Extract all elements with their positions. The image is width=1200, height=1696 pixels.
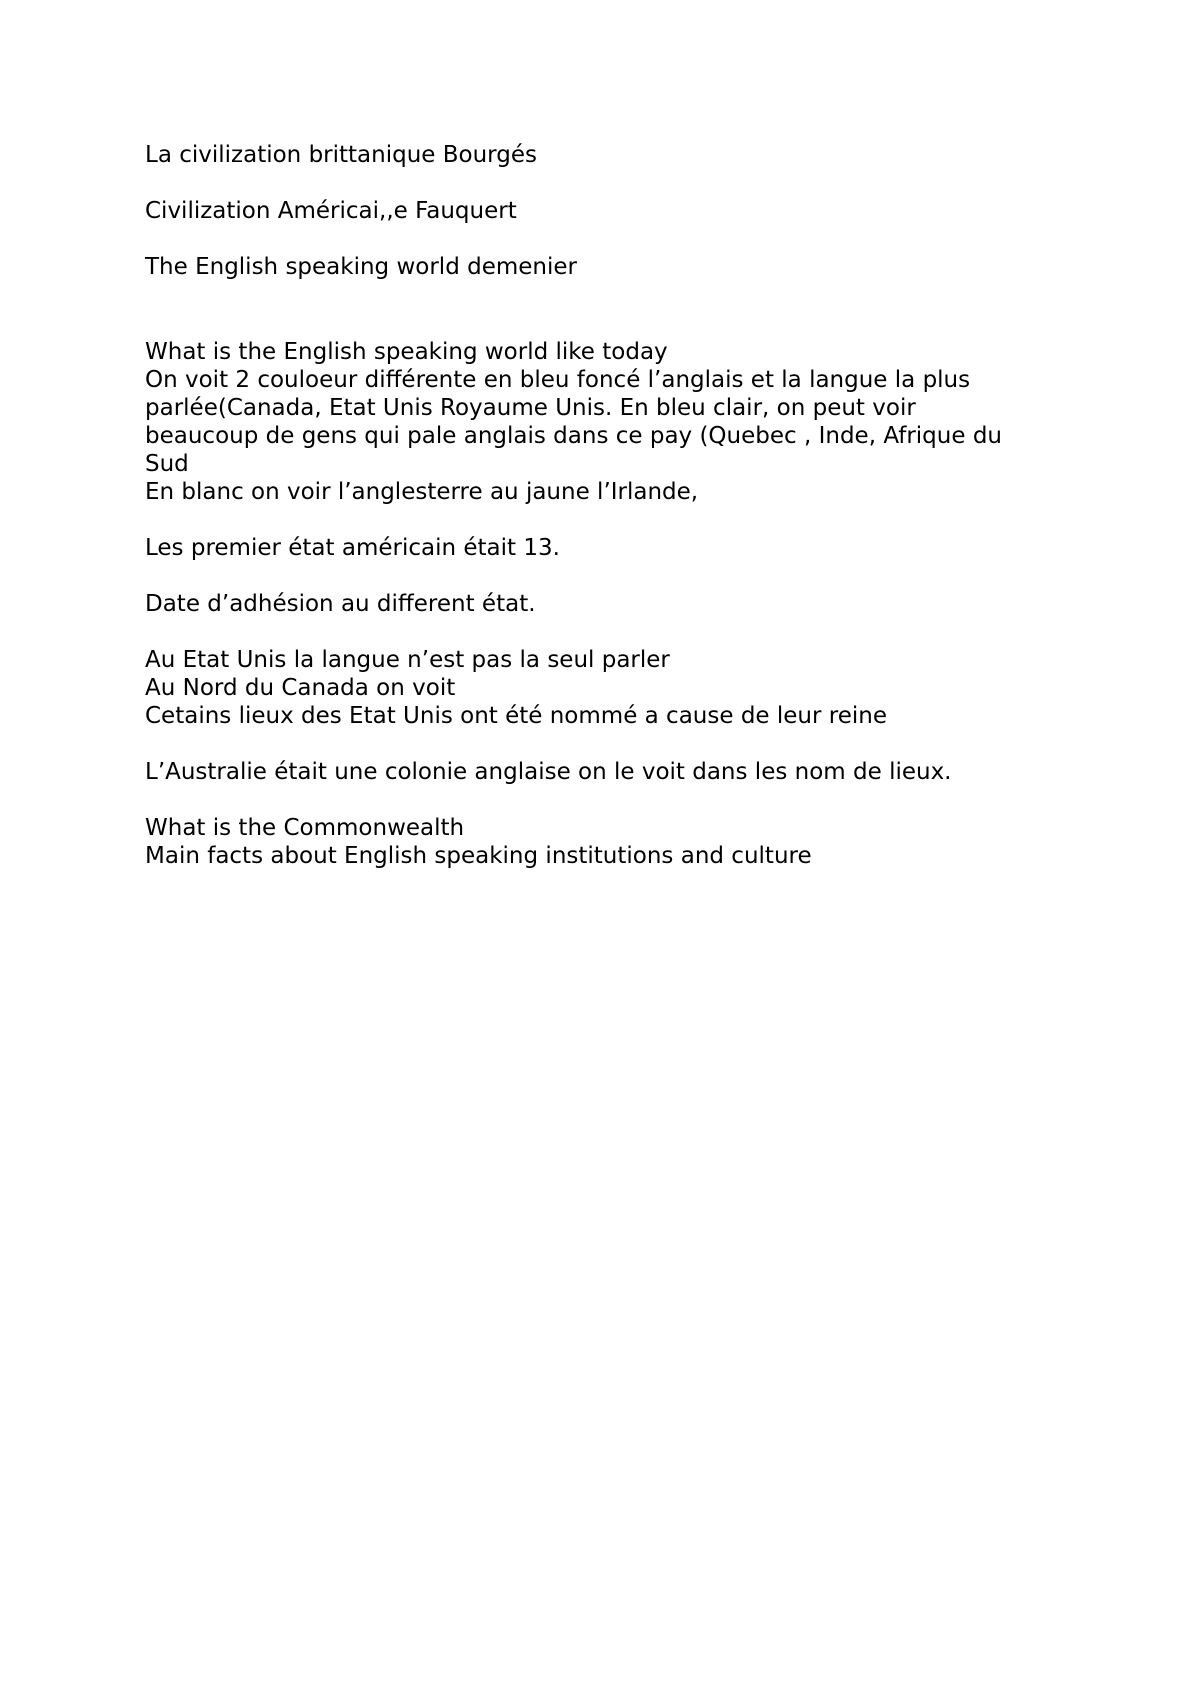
spacer [145,618,1075,646]
paragraph-commonwealth [145,814,1075,870]
spacer [145,786,1075,814]
spacer [145,169,1075,197]
header-line-course-american: Civilization Américai,,e Fauquert [145,198,517,224]
spacer [145,730,1075,758]
header-line-course-british: La civilization brittanique Bourgés [145,142,537,168]
section-question: What is the English speaking world like today [145,339,668,365]
spacer [145,225,1075,253]
spacer [145,562,1075,590]
paragraph-line: En blanc on voir l’anglesterre au jaune l’Irlande, [145,479,699,505]
spacer [145,506,1075,534]
paragraph-usa [145,646,1075,730]
paragraph-line: Sud [145,451,189,477]
paragraph-line: Au Nord du Canada on voit [145,675,456,701]
paragraph-line: parlée(Canada, Etat Unis Royaume Unis. En bleu clair, on peut voir [145,395,916,421]
document-body [145,141,1075,870]
adhesion-line: Date d’adhésion au different état. [145,591,536,617]
header-line-course-english-world: The English speaking world demenier [145,254,577,280]
paragraph-line: Cetains lieux des Etat Unis ont été nommé a cause de leur reine [145,703,887,729]
paragraph-line: On voit 2 couloeur différente en bleu foncé l’anglais et la langue la plus [145,367,971,393]
paragraph-english-world [145,338,1075,506]
paragraph-line: beaucoup de gens qui pale anglais dans ce pay (Quebec , Inde, Afrique du [145,423,1002,449]
spacer [145,281,1075,338]
states-line: Les premier état américain était 13. [145,535,560,561]
paragraph-line: Au Etat Unis la langue n’est pas la seul parler [145,647,670,673]
paragraph-line: Main facts about English speaking institutions and culture [145,843,812,869]
paragraph-line: What is the Commonwealth [145,815,465,841]
australia-line: L’Australie était une colonie anglaise on le voit dans les nom de lieux. [145,759,952,785]
